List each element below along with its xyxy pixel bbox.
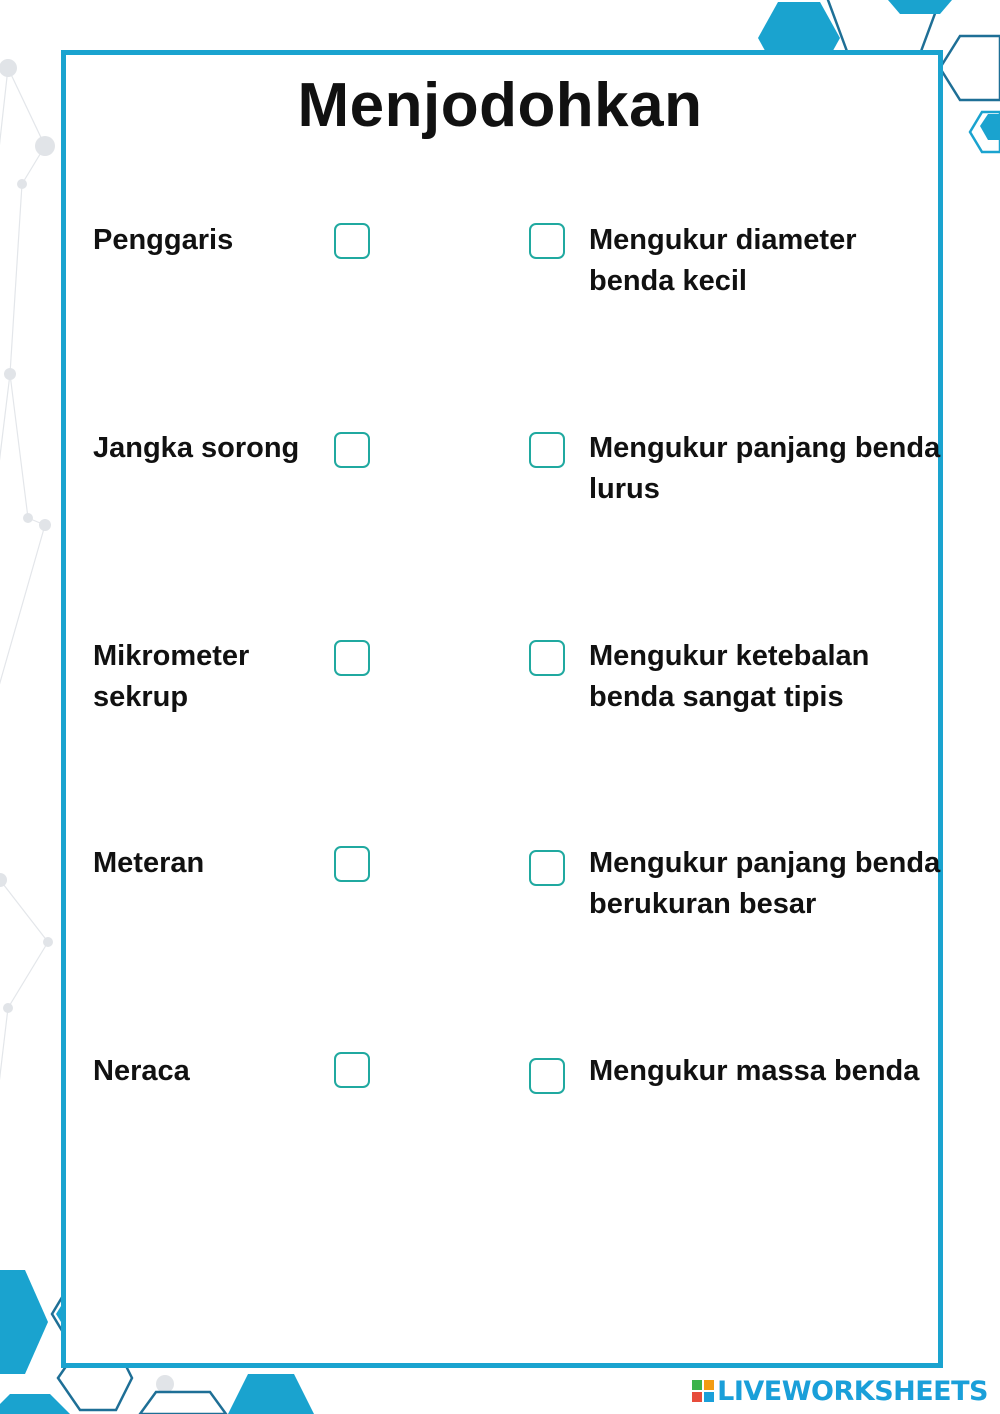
- left-item-label: Meteran: [93, 847, 205, 879]
- brand-text: LIVEWORKSHEETS: [717, 1375, 988, 1407]
- left-item-label: Jangka sorong: [93, 432, 300, 464]
- right-item-label: Mengukur panjang benda berukuran besar: [589, 847, 941, 920]
- left-item-label: Penggaris: [93, 224, 234, 256]
- left-match-box[interactable]: [334, 1052, 370, 1088]
- left-item-label: Neraca: [93, 1055, 190, 1087]
- right-item-label: Mengukur massa benda: [589, 1055, 920, 1087]
- liveworksheets-mark-icon: [692, 1380, 714, 1402]
- left-item-label: Mikrometer sekrup: [93, 640, 250, 713]
- right-item-label: Mengukur diameter benda kecil: [589, 224, 857, 297]
- page-title: Menjodohkan: [297, 71, 703, 140]
- left-match-box[interactable]: [334, 432, 370, 468]
- right-item-label: Mengukur ketebalan benda sangat tipis: [589, 640, 870, 713]
- liveworksheets-logo: [692, 1376, 988, 1406]
- left-match-box[interactable]: [334, 846, 370, 882]
- left-match-box[interactable]: [334, 640, 370, 676]
- right-item-label: Mengukur panjang benda lurus: [589, 432, 941, 505]
- right-match-box[interactable]: [529, 223, 565, 259]
- right-match-box[interactable]: [529, 640, 565, 676]
- right-match-box[interactable]: [529, 432, 565, 468]
- right-match-box[interactable]: [529, 850, 565, 886]
- left-match-box[interactable]: [334, 223, 370, 259]
- right-match-box[interactable]: [529, 1058, 565, 1094]
